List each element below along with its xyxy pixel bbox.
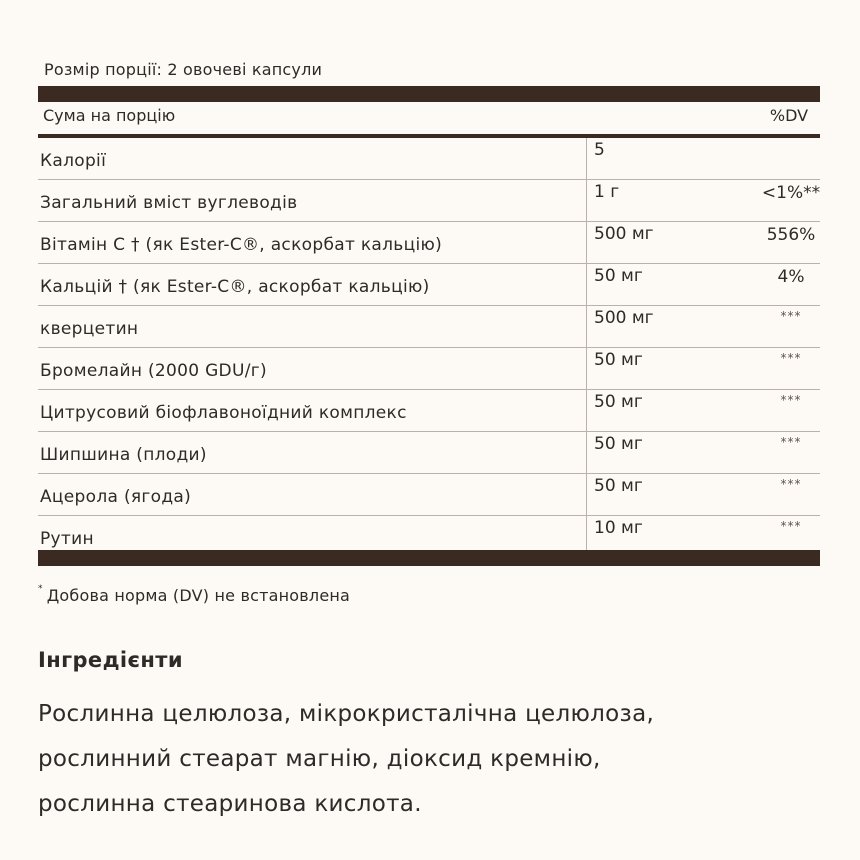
table-row [38, 138, 820, 180]
nutrient-name: Рутин [40, 529, 94, 549]
ingredients-text [38, 692, 828, 827]
nutrient-dv: <1%** [761, 183, 821, 203]
nutrient-name: Ацерола (ягода) [40, 487, 192, 507]
nutrient-table [38, 138, 820, 556]
nutrient-name: Цитрусовий біофлавоноїдний комплекс [40, 403, 407, 423]
table-header [38, 102, 820, 138]
nutrient-dv: 556% [766, 225, 816, 245]
dv-header-label: %DV [769, 106, 809, 125]
nutrient-dv: *** [780, 519, 802, 533]
dv-footnote [38, 586, 350, 605]
table-row [38, 474, 820, 516]
ingredients-line: рослинна стеаринова кислота. [38, 791, 422, 817]
table-row [38, 390, 820, 432]
nutrient-amount: 500 мг [594, 224, 654, 244]
nutrient-name: Шипшина (плоди) [40, 445, 207, 465]
table-row [38, 306, 820, 348]
nutrient-amount: 1 г [594, 182, 620, 202]
nutrient-dv: *** [780, 309, 802, 323]
footnote-mark: * [38, 584, 43, 594]
bottom-divider-bar [38, 550, 820, 566]
nutrient-name: Бромелайн (2000 GDU/г) [40, 361, 267, 381]
nutrient-amount: 10 мг [594, 518, 643, 538]
table-row [38, 432, 820, 474]
table-row [38, 264, 820, 306]
nutrient-amount: 50 мг [594, 434, 643, 454]
nutrient-amount: 50 мг [594, 266, 643, 286]
top-divider-bar [38, 86, 820, 102]
nutrient-dv: *** [780, 351, 802, 365]
nutrient-amount: 5 [594, 140, 605, 160]
nutrient-dv: *** [780, 477, 802, 491]
table-row [38, 348, 820, 390]
nutrient-name: Калорії [40, 151, 107, 171]
table-row [38, 222, 820, 264]
nutrient-amount: 50 мг [594, 350, 643, 370]
nutrient-name: Вітамін С † (як Ester-C®, аскорбат кальцію) [40, 235, 443, 255]
amount-per-serving-label: Сума на порцію [43, 106, 176, 125]
nutrient-amount: 50 мг [594, 476, 643, 496]
nutrient-name: Кальцій † (як Ester-C®, аскорбат кальцію) [40, 277, 430, 297]
ingredients-title: Інгредієнти [38, 648, 183, 672]
nutrient-name: кверцетин [40, 319, 139, 339]
nutrient-dv: 4% [777, 267, 805, 287]
serving-size: Розмір порції: 2 овочеві капсули [44, 60, 323, 79]
nutrient-amount: 500 мг [594, 308, 654, 328]
ingredients-line: Рослинна целюлоза, мікрокристалічна целюлоза, [38, 701, 655, 727]
nutrient-dv: *** [780, 435, 802, 449]
table-row [38, 180, 820, 222]
footnote-text: Добова норма (DV) не встановлена [46, 586, 351, 605]
ingredients-line: рослинний стеарат магнію, діоксид кремнію, [38, 746, 601, 772]
nutrient-name: Загальний вміст вуглеводів [40, 193, 298, 213]
nutrient-amount: 50 мг [594, 392, 643, 412]
nutrient-dv: *** [780, 393, 802, 407]
